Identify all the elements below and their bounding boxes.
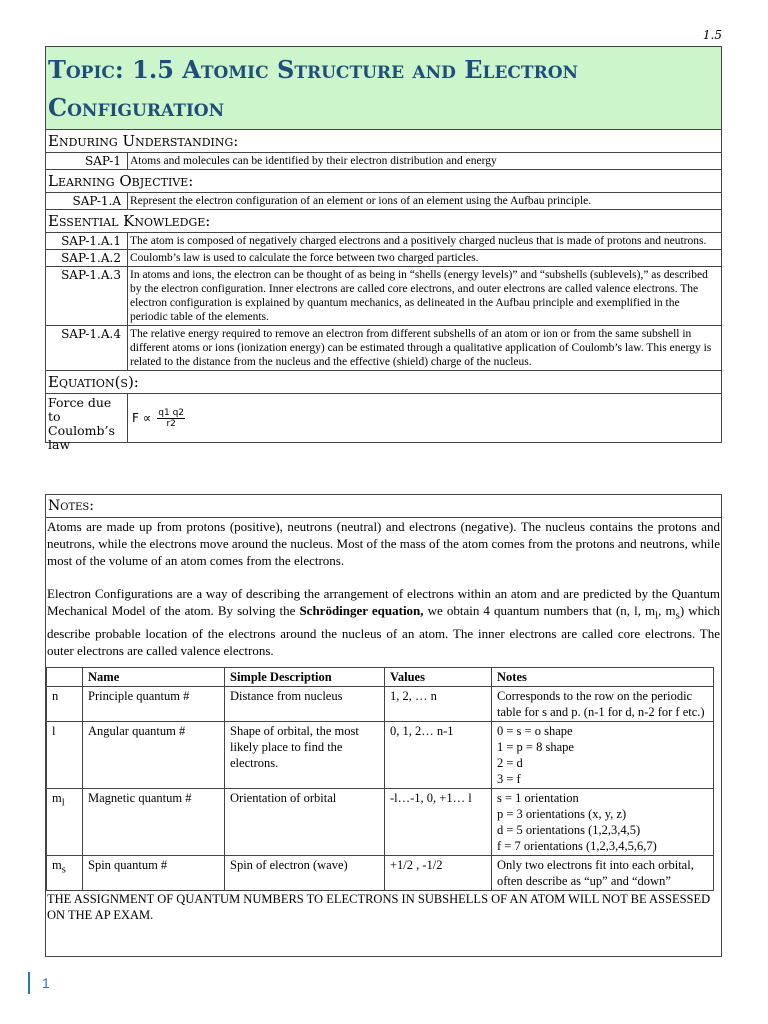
quantum-name: Angular quantum # (83, 721, 225, 788)
quantum-description: Orientation of orbital (225, 788, 385, 855)
note-line: p = 3 orientations (x, y, z) (497, 806, 627, 821)
note-line: f = 7 orientations (1,2,3,4,5,6,7) (497, 838, 657, 853)
table-header (47, 667, 83, 686)
knowledge-text: The relative energy required to remove an electron from different subshells of an atom or ion or from the same subshell in different atoms or ions (ionization energy) can be estimated through a qualitative application of Coulomb’s law. This energy is related to the distance from the nucleus and the effective (shield) charge of the nucleus. (130, 328, 712, 368)
table-header: Name (83, 667, 225, 686)
table-header: Values (385, 667, 492, 686)
para2-text-e: , m (658, 603, 676, 618)
knowledge-text: In atoms and ions, the electron can be thought of as being in “shells (energy levels)” and “subshells (sublevels),” as described by the electron configuration. Inner electrons are called core electrons, and outer electrons are called valence electrons. The electron configuration is explained by quantum mechanics, as delineated in the Aufbau principle and exemplified in the periodic table of the elements. (130, 269, 708, 323)
note-line: 2 = d (497, 755, 523, 770)
table-row (47, 788, 714, 855)
knowledge-code: SAP-1.A.2 (46, 250, 128, 266)
knowledge-row (46, 326, 721, 371)
knowledge-code: SAP-1.A.3 (46, 267, 128, 325)
objective-code: SAP-1.A (46, 193, 128, 209)
para2-text-a: Electron Configurations are a way of describing the arrangement of electrons within an atom and are predicted by the Quantum Mechanical Model of the atom. By solving the (47, 586, 720, 618)
note-line: 3 = f (497, 771, 521, 786)
quantum-symbol (47, 721, 83, 788)
table-row (47, 686, 714, 721)
note-line: Corresponds to the row on the periodic table for s and p. (n-1 for d, n-2 for f etc.) (497, 688, 705, 719)
notes-card (45, 494, 722, 957)
enduring-text: Atoms and molecules can be identified by their electron distribution and energy (130, 155, 497, 167)
quantum-symbol (47, 788, 83, 855)
equations-heading: Equation(s): (46, 371, 721, 394)
enduring-row (46, 153, 721, 170)
note-line: s = 1 orientation (497, 790, 579, 805)
knowledge-text: Coulomb’s law is used to calculate the force between two charged particles. (130, 252, 479, 264)
standards-card (45, 46, 722, 452)
knowledge-row (46, 233, 721, 250)
quantum-notes (492, 788, 714, 855)
quantum-values: +1/2 , -1/2 (385, 855, 492, 890)
symbol-text: m (52, 857, 62, 872)
knowledge-heading: Essential Knowledge: (46, 210, 721, 233)
table-row (47, 855, 714, 890)
knowledge-text: The atom is composed of negatively charged electrons and a positively charged nucleus that is made of protons and neutrons. (130, 235, 707, 247)
quantum-symbol (47, 855, 83, 890)
schrodinger-term: Schrödinger equation, (299, 603, 424, 618)
notes-heading: Notes: (46, 495, 721, 518)
quantum-values: 1, 2, … n (385, 686, 492, 721)
note-line: 0 = s = o shape (497, 723, 573, 738)
objective-heading: Learning Objective: (46, 170, 721, 193)
symbol-text: l (52, 723, 56, 738)
enduring-code: SAP-1 (46, 153, 128, 169)
quantum-description: Shape of orbital, the most likely place to find the electrons. (225, 721, 385, 788)
table-header: Simple Description (225, 667, 385, 686)
symbol-subscript: l (61, 797, 65, 809)
para2-text-g: ) which describe probable location of the electrons around the nucleus of an atom. The inner electrons are called core electrons. The outer electrons are called valence electrons. (47, 603, 720, 658)
ml-subscript: l (655, 609, 659, 622)
topic-title: Topic: 1.5 Atomic Structure and Electron Configuration (46, 47, 721, 130)
table-header: Notes (492, 667, 714, 686)
formula-fraction (157, 408, 185, 429)
formula-lhs: F ∝ (132, 411, 152, 425)
objective-row (46, 193, 721, 210)
ms-subscript: s (675, 609, 680, 622)
quantum-name: Magnetic quantum # (83, 788, 225, 855)
note-line: Only two electrons fit into each orbital, often describe as “up” and “down” (497, 857, 694, 888)
notes-paragraph-1: Atoms are made up from protons (positive), neutrons (neutral) and electrons (negative). The nucleus contains the protons and neutrons, while the electrons move around the nucleus. Most of the mass of the atom comes from the protons and neutrons, while most of the volume of an atom comes from the electrons. (47, 519, 720, 568)
knowledge-row (46, 267, 721, 326)
quantum-values: 0, 1, 2… n-1 (385, 721, 492, 788)
quantum-name: Spin quantum # (83, 855, 225, 890)
quantum-values: -l…-1, 0, +1… l (385, 788, 492, 855)
quantum-numbers-table (46, 667, 714, 891)
notes-paragraph-2 (46, 585, 721, 659)
coulomb-formula (128, 394, 189, 442)
table-row (47, 721, 714, 788)
knowledge-code: SAP-1.A.1 (46, 233, 128, 249)
equation-label: Force due to Coulomb’s law (46, 394, 128, 442)
symbol-text: m (52, 790, 62, 805)
para2-text-c: we obtain 4 quantum numbers that (n, l, m (423, 603, 656, 618)
objective-text: Represent the electron configuration of an element or ions of an element using the Aufbau principle. (130, 195, 592, 207)
quantum-notes (492, 721, 714, 788)
equation-row (46, 394, 721, 452)
symbol-text: n (52, 688, 59, 703)
quantum-description: Spin of electron (wave) (225, 855, 385, 890)
quantum-notes (492, 855, 714, 890)
knowledge-row (46, 250, 721, 267)
page-number: 1 (28, 972, 50, 994)
quantum-notes (492, 686, 714, 721)
symbol-subscript: s (61, 864, 66, 876)
quantum-name: Principle quantum # (83, 686, 225, 721)
quantum-description: Distance from nucleus (225, 686, 385, 721)
note-line: d = 5 orientations (1,2,3,4,5) (497, 822, 641, 837)
assessment-note: THE ASSIGNMENT OF QUANTUM NUMBERS TO ELECTRONS IN SUBSHELLS OF AN ATOM WILL NOT BE ASSESSED ON THE AP EXAM. (47, 891, 711, 922)
formula-numerator: q1 q2 (158, 407, 185, 418)
table-header-row (47, 667, 714, 686)
formula-denominator: r2 (166, 418, 176, 429)
enduring-heading: Enduring Understanding: (46, 130, 721, 153)
page-label: 1.5 (702, 28, 722, 42)
quantum-symbol (47, 686, 83, 721)
knowledge-code: SAP-1.A.4 (46, 326, 128, 370)
note-line: 1 = p = 8 shape (497, 739, 574, 754)
